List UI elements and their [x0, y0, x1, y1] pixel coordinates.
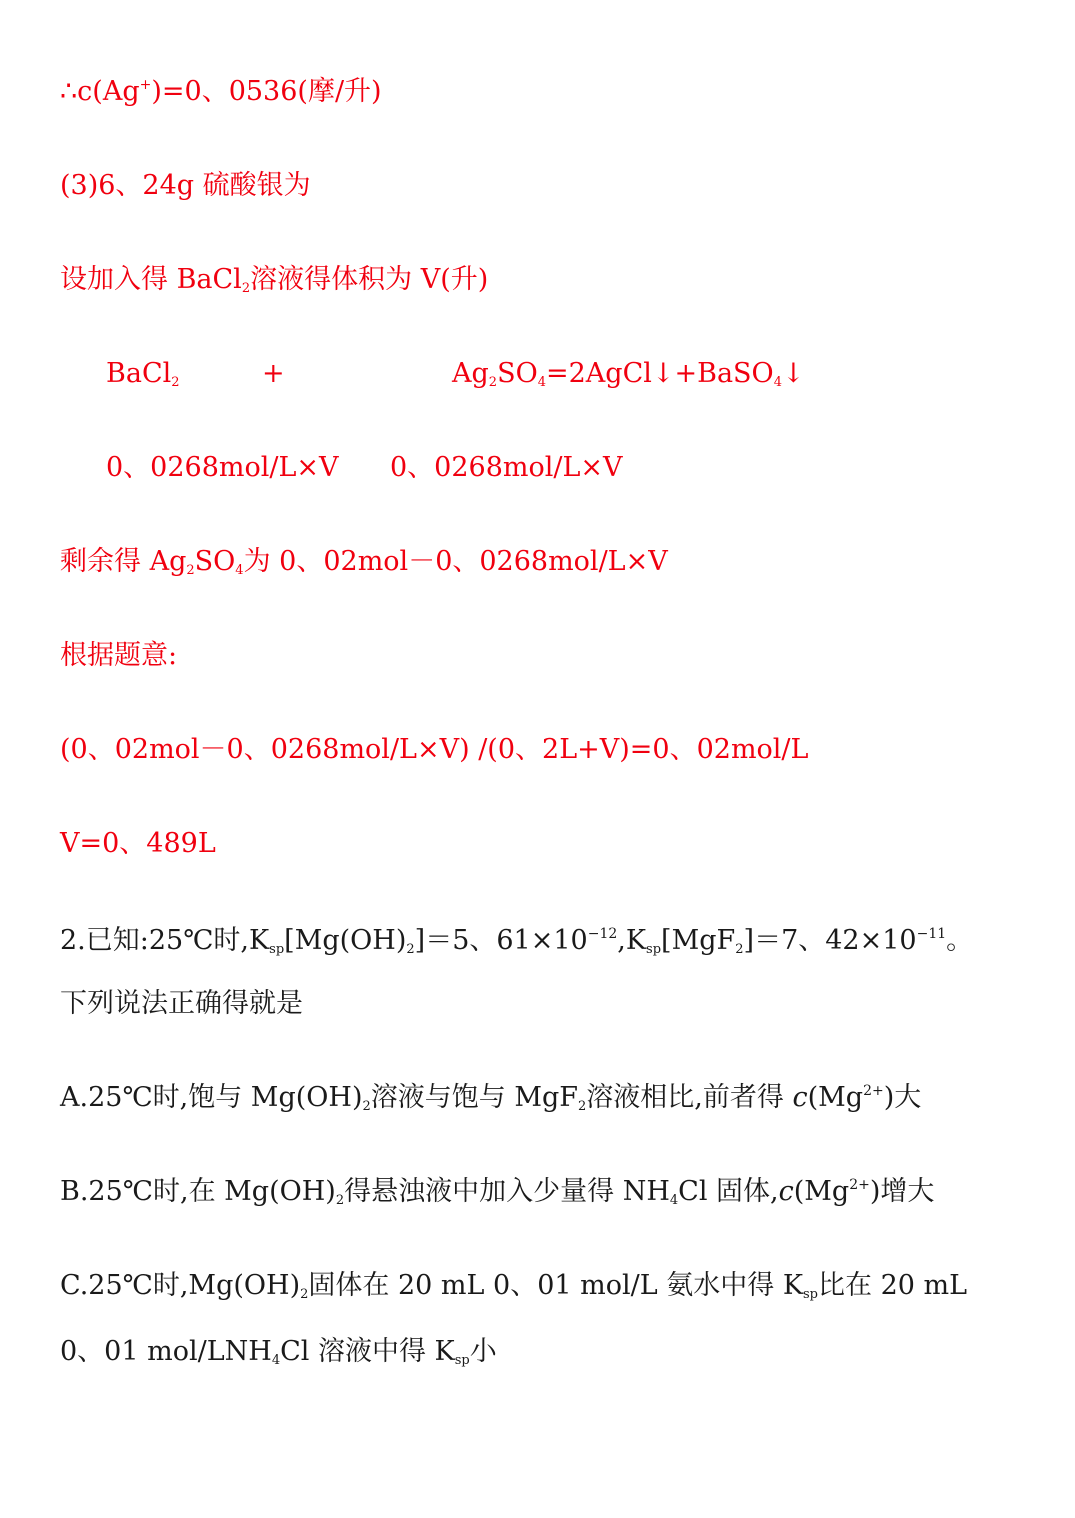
question-2-stem-line-2: 下列说法正确得就是: [60, 988, 303, 1019]
solution-line-3: [60, 262, 488, 298]
solution-line-9: V=0、489L: [60, 828, 216, 859]
equation-plus: +: [262, 358, 285, 389]
equation-amounts-2: 0、0268mol/L×V: [390, 452, 623, 483]
text: )=0、0536(摩/升): [151, 76, 382, 107]
subscript: 2: [241, 281, 251, 296]
option-b: B.25℃时,在 $Mg(OH)_2$得悬浊液中加入少量得 $NH_4Cl$ 固体$,c(Mg^{2+})$增大: [60, 1176, 935, 1208]
solution-line-8: (0、02mol－0、0268mol/L×V) /(0、2L+V)=0、02mol/L: [60, 734, 809, 765]
text: ∴c(Ag: [60, 76, 140, 107]
solution-line-2: [60, 168, 311, 204]
reactant-bacl2: BaCl$_2$: [106, 358, 180, 390]
option-c: C.25℃时$,Mg(OH)_2$固体在 20 mL 0、01 mol/L 氨水中得 $K_{sp}$比在 20 mL: [60, 1270, 968, 1302]
option-a: A.25℃时,饱与 $Mg(OH)_2$溶液与饱与 MgF$_2$溶液相比,前者得 $c(Mg^{2+})$大: [60, 1082, 922, 1114]
equation-line: [106, 356, 180, 392]
superscript: +: [139, 77, 152, 93]
equation-amounts-1: 0、0268mol/L×V: [106, 452, 339, 483]
solution-line-7: 根据题意:: [60, 640, 178, 671]
text: 溶液得体积为 V(升): [250, 264, 489, 295]
solution-line-6: 剩余得 $Ag_2SO_4$为 0、02mol－0、0268mol/L×V: [60, 546, 668, 578]
question-2-stem: 2.已知:25℃时$,K_{sp}[Mg(OH)_2]=5$、$61\times 10^{-12},K_{sp}[MgF_2]=7$、$42\times 10^{-11}$。: [60, 925, 974, 957]
option-c-line-2: 0、01 mol/$LNH_4Cl$ 溶液中得 $K_{sp}$小: [60, 1336, 497, 1368]
solution-line-1: [60, 74, 382, 110]
text: 设加入得 BaCl: [60, 264, 242, 295]
text: (3)6、24g 硫酸银为: [60, 170, 311, 201]
equation-rhs: $Ag_2SO_4=2AgCl↓+BaSO_4↓$: [452, 358, 805, 390]
